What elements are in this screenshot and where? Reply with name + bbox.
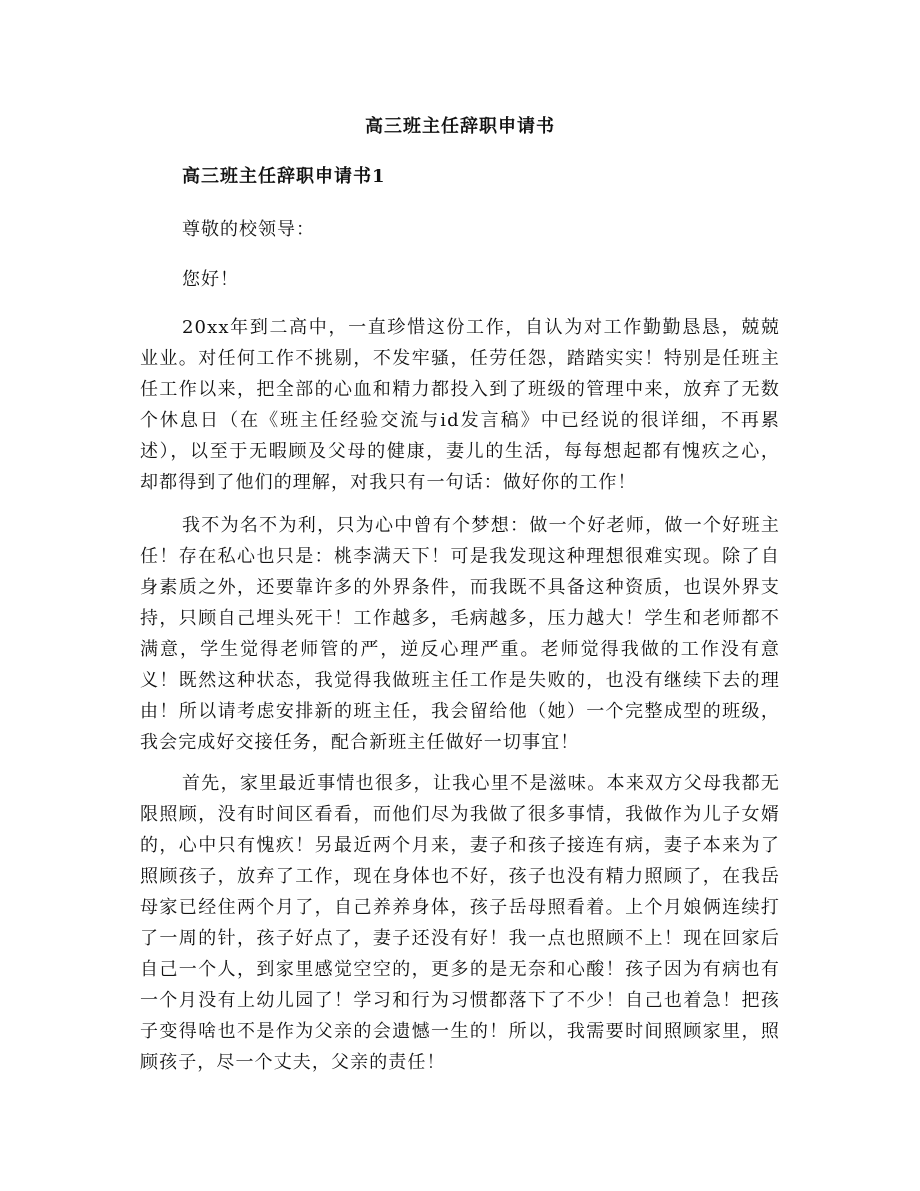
- paragraph-2-block: [140, 510, 780, 758]
- paragraph-3-block: [140, 768, 780, 1078]
- greeting: 您好！: [182, 269, 239, 290]
- paragraph: 首先，家里最近事情也很多，让我心里不是滋味。本来双方父母我都无限照顾，没有时间区看看，而他们尽为我做了很多事情，我做作为儿子女婿的，心中只有愧疚！另最近两个月来，妻子和孩子接连有病，妻子本来为了照顾孩子，放弃了工作，现在身体也不好，孩子也没有精力照顾了，在我岳母家已经住两个月了，自己养养身体，孩子岳母照看着。上个月娘俩连续打了一周的针，孩子好点了，妻子还没有好！我一点也照顾不上！现在回家后自己一个人，到家里感觉空空的，更多的是无奈和心酸！孩子因为有病也有一个月没有上幼儿园了！学习和行为习惯都落下了不少！自己也着急！把孩子变得啥也不是作为父亲的会遗憾一生的！所以，我需要时间照顾家里，照顾孩子，尽一个丈夫，父亲的责任！: [140, 773, 780, 1073]
- paragraph: 20xx年到二高中，一直珍惜这份工作，自认为对工作勤勤恳恳，兢兢业业。对任何工作不挑剔，不发牢骚，任劳任怨，踏踏实实！特别是任班主任工作以来，把全部的心血和精力都投入到了班级的管理中来，放弃了无数个休息日（在《班主任经验交流与id发言稿》中已经说的很详细，不再累述），以至于无暇顾及父母的健康，妻儿的生活，每每想起都有愧疚之心，却都得到了他们的理解，对我只有一句话：做好你的工作！: [140, 317, 780, 493]
- salutation: 尊敬的校领导：: [182, 219, 315, 240]
- paragraph: 我不为名不为利，只为心中曾有个梦想：做一个好老师，做一个好班主任！存在私心也只是：桃李满天下！可是我发现这种理想很难实现。除了自身素质之外，还要靠许多的外界条件，而我既不具备这种资质，也误外界支持，只顾自己埋头死干！工作越多，毛病越多，压力越大！学生和老师都不满意，学生觉得老师管的严，逆反心理严重。老师觉得我做的工作没有意义！既然这种状态，我觉得我做班主任工作是失败的，也没有继续下去的理由！所以请考虑安排新的班主任，我会留给他（她）一个完整成型的班级，我会完成好交接任务，配合新班主任做好一切事宜！: [140, 515, 780, 753]
- section-title: 高三班主任辞职申请书1: [182, 166, 386, 187]
- paragraph-1-block: [140, 312, 780, 498]
- document-title: 高三班主任辞职申请书: [365, 116, 555, 137]
